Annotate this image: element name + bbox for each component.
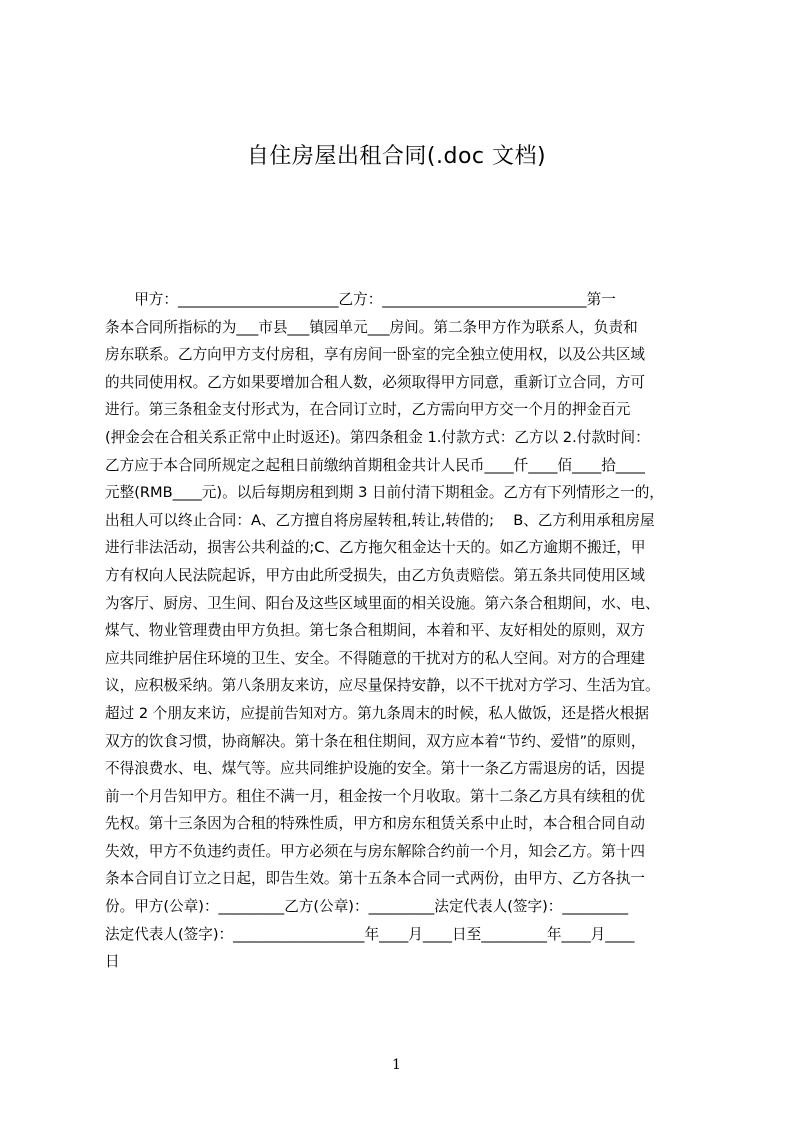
body-line: 应共同维护居住环境的卫生、安全。不得随意的干扰对方的私人空间。对方的合理建: [105, 649, 645, 667]
body-line: 的共同使用权。乙方如果要增加合租人数，必须取得甲方同意，重新订立合同，方可: [105, 373, 645, 391]
body-line: 乙方应于本合同所规定之起租日前缴纳首期租金共计人民币____仟____佰____拾____: [105, 456, 645, 474]
body-line: 不得浪费水、电、煤气等。应共同维护设施的安全。第十一条乙方需退房的话，因提: [105, 760, 645, 778]
document-title: 自住房屋出租合同(.doc 文档): [246, 144, 547, 169]
body-line: (押金会在合租关系正常中止时返还)。第四条租金 1.付款方式：乙方以 2.付款时间：: [105, 428, 650, 446]
body-line: 条本合同所指标的为___市县___镇园单元___房间。第二条甲方作为联系人，负责和: [105, 318, 638, 336]
body-line: 方有权向人民法院起诉，甲方由此所受损失，由乙方负责赔偿。第五条共同使用区域: [105, 566, 645, 584]
body-line: 房东联系。乙方向甲方支付房租，享有房间一卧室的完全独立使用权，以及公共区域: [105, 346, 645, 364]
body-line: 条本合同自订立之日起，即告生效。第十五条本合同一式两份，由甲方、乙方各执一: [105, 870, 645, 888]
body-line: 双方的饮食习惯，协商解决。第十条在租住期间，双方应本着“节约、爱惜”的原则，: [105, 732, 646, 750]
body-line: 法定代表人(签字)：__________________年____月____日至_________年____月____: [105, 925, 635, 943]
body-line: 日: [105, 953, 120, 971]
body-line: 进行非法活动，损害公共利益的;C、乙方拖欠租金达十天的。如乙方逾期不搬迁，甲: [105, 539, 646, 557]
body-line: 元整(RMB____元)。以后每期房租到期 3 日前付清下期租金。乙方有下列情形之一的，: [105, 484, 664, 502]
body-line: 前一个月告知甲方。租住不满一月，租金按一个月收取。第十二条乙方具有续租的优: [105, 787, 645, 805]
body-line: 为客厅、厨房、卫生间、阳台及这些区域里面的相关设施。第六条合租期间，水、电、: [105, 594, 660, 612]
body-line: 煤气、物业管理费由甲方负担。第七条合租期间，本着和平、友好相处的原则，双方: [105, 622, 645, 640]
contract-body: [105, 286, 698, 976]
page-number: 1: [392, 1057, 401, 1073]
body-line: 超过 2 个朋友来访，应提前告知对方。第九条周末的时候，私人做饭，还是搭火根据: [105, 704, 649, 722]
body-line: 失效，甲方不负违约责任。甲方必须在与房东解除合约前一个月，知会乙方。第十四: [105, 842, 645, 860]
body-line: 先权。第十三条因为合租的特殊性质，甲方和房东租赁关系中止时，本合租合同自动: [105, 815, 645, 833]
body-line: 甲方：______________________乙方：____________________________第一: [105, 291, 616, 308]
body-line: 出租人可以终止合同：A、乙方擅自将房屋转租,转让,转借的; B、乙方利用承租房屋: [105, 511, 655, 529]
body-line: 议，应积极采纳。第八条朋友来访，应尽量保持安静，以不干扰对方学习、生活为宜。: [105, 677, 660, 695]
body-line: 进行。第三条租金支付形式为，在合同订立时，乙方需向甲方交一个月的押金百元: [105, 401, 631, 419]
body-line: 份。甲方(公章)：_________乙方(公章)：_________法定代表人(签字)：_________: [105, 898, 629, 916]
